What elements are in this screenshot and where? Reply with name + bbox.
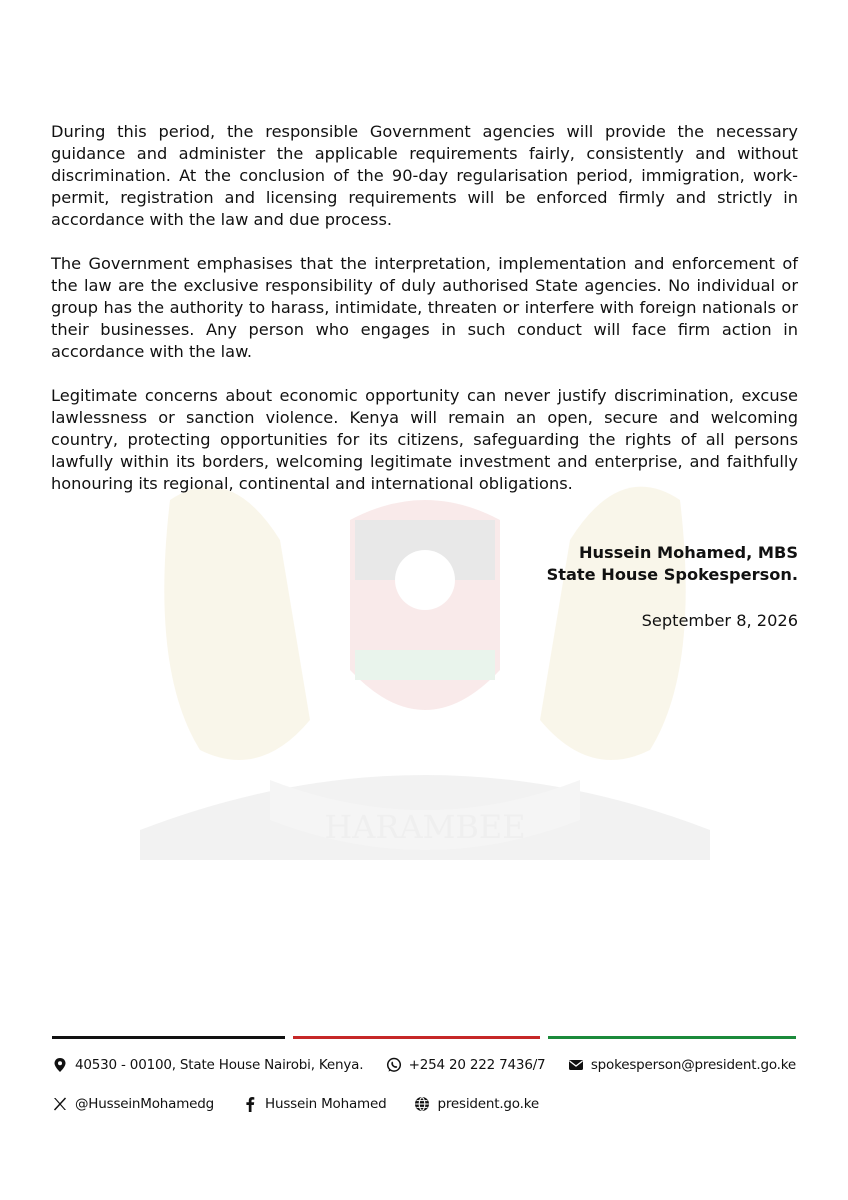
signatory-name: Hussein Mohamed, MBS (578, 543, 798, 562)
paragraph: During this period, the responsible Government agencies will provide the necessary guidance and administer the applicable requirements fairly, consistently and without discrimination. At the conclusion of the 90-day regularisation period, immigration, work-permit, registration and licensing requirements will be enforced firmly and strictly in accordance with the law and due process. (51, 122, 798, 229)
divider-black (52, 1036, 285, 1039)
signature-block (547, 542, 798, 632)
statement-date: September 8, 2026 (641, 611, 798, 630)
x-twitter-icon (52, 1096, 68, 1112)
divider-green (548, 1036, 796, 1039)
footer-contact-row (52, 1057, 796, 1073)
facebook-name: Hussein Mohamed (265, 1096, 387, 1112)
address-text: 40530 - 00100, State House Nairobi, Kenya. (75, 1057, 364, 1073)
location-pin-icon (52, 1057, 68, 1073)
facebook-icon (242, 1096, 258, 1112)
footer-divider (52, 1036, 796, 1040)
paragraph: The Government emphasises that the interpretation, implementation and enforcement of the law are the exclusive responsibility of duly authorised State agencies. No individual or group has the authority to harass, intimidate, threaten or interfere with foreign nationals or their businesses. Any person who engages in such conduct will face firm action in accordance with the law. (51, 254, 798, 361)
footer-twitter[interactable] (52, 1096, 214, 1112)
divider-red (293, 1036, 540, 1039)
website-text: president.go.ke (437, 1096, 539, 1112)
footer-address (52, 1057, 363, 1073)
press-statement-body (51, 121, 798, 517)
footer-facebook[interactable] (242, 1096, 386, 1112)
email-text: spokesperson@president.go.ke (590, 1057, 796, 1073)
paragraph: Legitimate concerns about economic opportunity can never justify discrimination, excuse lawlessness or sanction violence. Kenya will remain an open, secure and welcoming country, protecting opportunities for its citizens, safeguarding the rights of all persons lawfully within its borders, welcoming legitimate investment and enterprise, and faithfully honouring its regional, continental and international obligations. (51, 386, 798, 493)
whatsapp-icon (386, 1057, 402, 1073)
footer-email[interactable] (568, 1057, 796, 1073)
footer-social-row (52, 1096, 567, 1112)
footer-website[interactable] (414, 1096, 538, 1112)
phone-text: +254 20 222 7436/7 (408, 1057, 546, 1073)
motto-text: HARAMBEE (324, 808, 526, 846)
twitter-handle: @HusseinMohamedg (75, 1096, 215, 1112)
envelope-icon (568, 1057, 584, 1073)
signatory-title: State House Spokesperson. (546, 565, 798, 584)
footer-phone[interactable] (386, 1057, 546, 1073)
globe-icon (414, 1096, 430, 1112)
